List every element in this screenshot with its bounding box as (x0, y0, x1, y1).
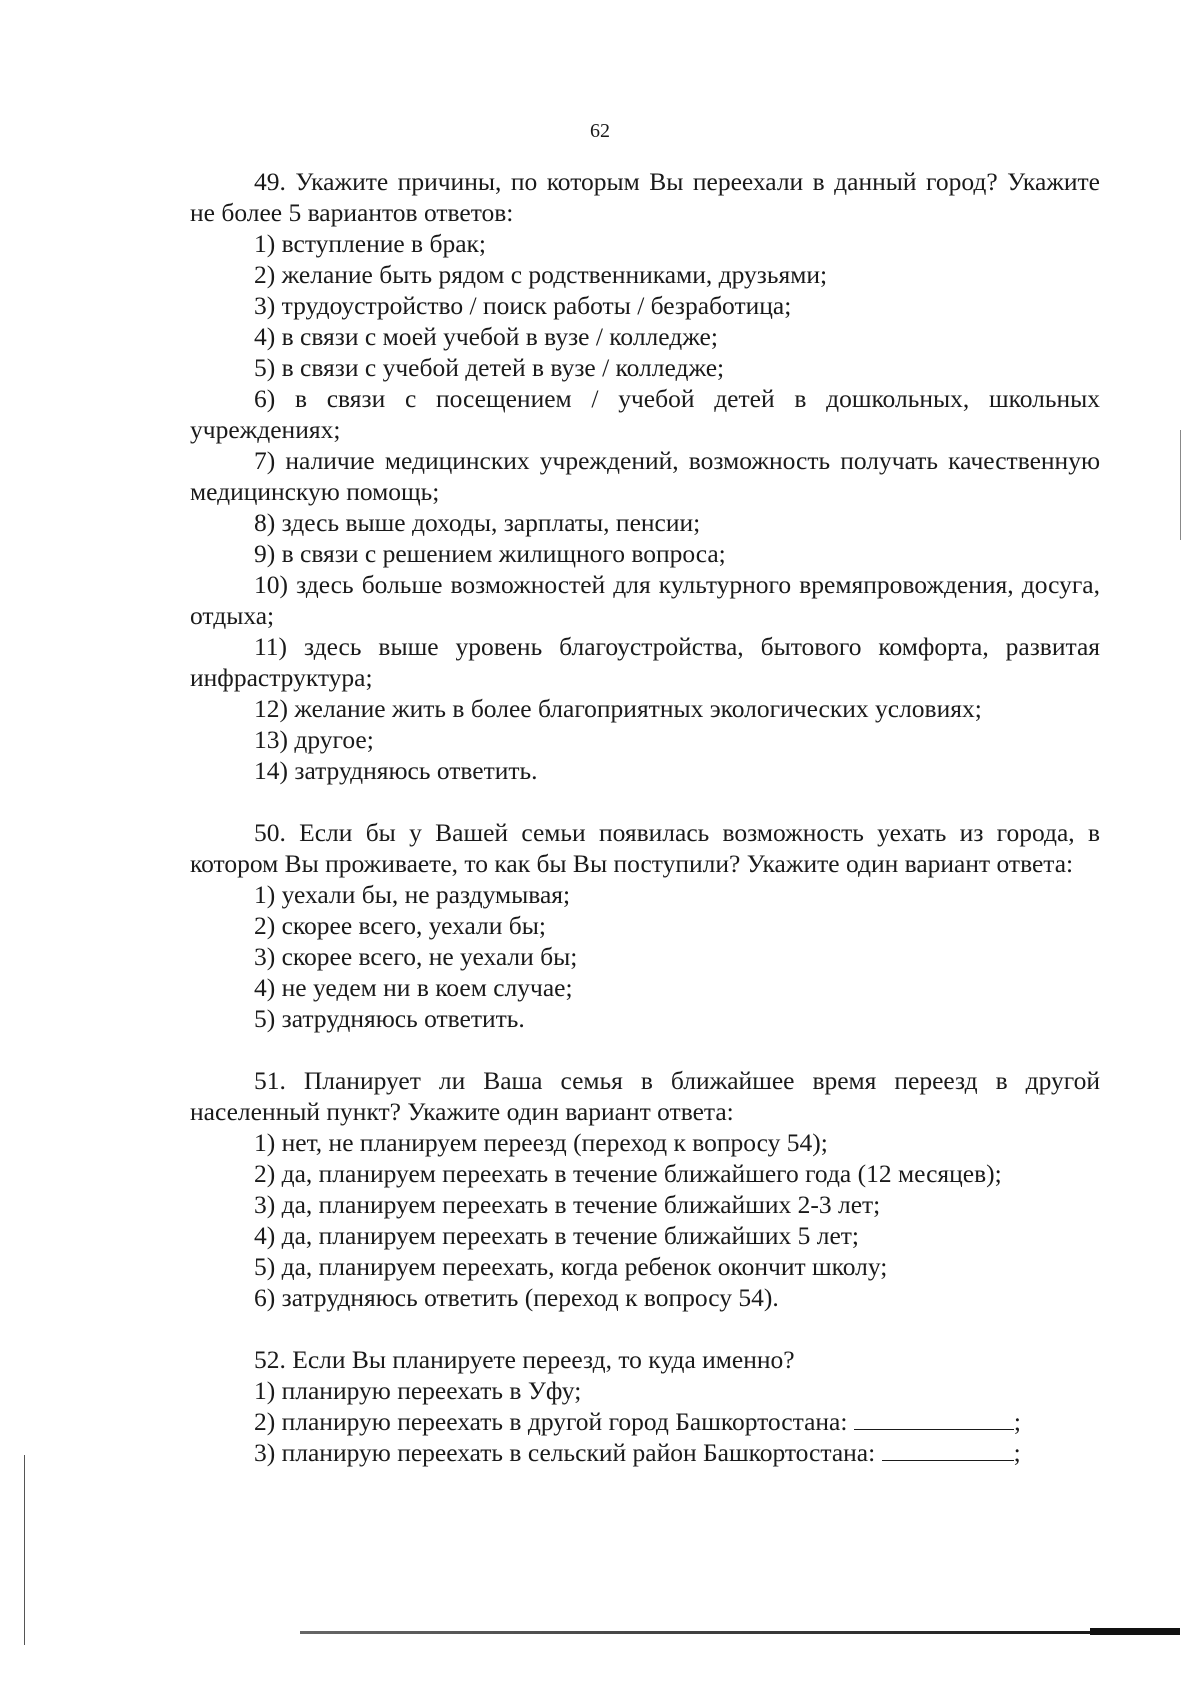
answer-option: 5) затрудняюсь ответить. (254, 1004, 525, 1033)
answer-option: 13) другое; (254, 725, 374, 754)
answer-option: 3) да, планируем переехать в течение ближайших 2-3 лет; (254, 1190, 881, 1219)
scan-edge-mark (24, 1455, 25, 1645)
answer-option: 12) желание жить в более благоприятных экологических условиях; (254, 694, 982, 723)
answer-option: 1) вступление в брак; (254, 229, 486, 258)
answer-option: 4) не уедем ни в коем случае; (254, 973, 573, 1002)
question-text: 49. Укажите причины, по которым Вы переехали в данный город? Укажите не более 5 вариантов ответов: (190, 167, 1100, 227)
answer-option: 8) здесь выше доходы, зарплаты, пенсии; (254, 508, 701, 537)
answer-option: 6) в связи с посещением / учебой детей в дошкольных, школьных учреждениях; (190, 384, 1100, 444)
answer-option: 3) скорее всего, не уехали бы; (254, 942, 578, 971)
answer-option: 2) скорее всего, уехали бы; (254, 911, 546, 940)
answer-option: 1) уехали бы, не раздумывая; (254, 880, 571, 909)
answer-option: 2) желание быть рядом с родственниками, друзьями; (254, 260, 828, 289)
question-text: 50. Если бы у Вашей семьи появилась возможность уехать из города, в котором Вы проживаете, то как бы Вы поступили? Укажите один вариант ответа: (190, 818, 1100, 878)
answer-option: 1) нет, не планируем переезд (переход к вопросу 54); (254, 1128, 828, 1157)
blank-line (854, 1407, 1014, 1430)
answer-option: 4) да, планируем переехать в течение ближайших 5 лет; (254, 1221, 860, 1250)
answer-option-label: 2) планирую переехать в другой город Башкортостана: (254, 1407, 848, 1436)
answer-option-with-blank (190, 1437, 1100, 1468)
blank-suffix: ; (1013, 1438, 1021, 1467)
question-50 (190, 817, 1100, 1034)
question-text: 52. Если Вы планируете переезд, то куда именно? (254, 1345, 795, 1374)
bottom-rule (300, 1631, 1180, 1634)
question-52 (190, 1344, 1100, 1468)
scan-edge-mark (1180, 430, 1181, 540)
question-49 (190, 166, 1100, 786)
questionnaire-body (190, 166, 1100, 1468)
answer-option: 2) да, планируем переехать в течение ближайшего года (12 месяцев); (254, 1159, 1002, 1188)
blank-suffix: ; (1013, 1407, 1021, 1436)
answer-option: 4) в связи с моей учебой в вузе / колледже; (254, 322, 718, 351)
blank-line (882, 1438, 1014, 1461)
answer-option-with-blank (190, 1406, 1100, 1437)
question-text: 51. Планирует ли Ваша семья в ближайшее время переезд в другой населенный пункт? Укажите один вариант ответа: (190, 1066, 1100, 1126)
page-number: 62 (590, 120, 610, 142)
spacer (190, 1313, 1100, 1344)
answer-option: 11) здесь выше уровень благоустройства, бытового комфорта, развитая инфраструктура; (190, 632, 1100, 692)
bottom-rule-end (1090, 1628, 1180, 1635)
spacer (190, 1034, 1100, 1065)
answer-option: 10) здесь больше возможностей для культурного времяпровождения, досуга, отдыха; (190, 570, 1100, 630)
answer-option: 6) затрудняюсь ответить (переход к вопросу 54). (254, 1283, 779, 1312)
answer-option: 5) да, планируем переехать, когда ребенок окончит школу; (254, 1252, 888, 1281)
answer-option: 1) планирую переехать в Уфу; (254, 1376, 582, 1405)
answer-option: 14) затрудняюсь ответить. (254, 756, 538, 785)
question-51 (190, 1065, 1100, 1313)
answer-option-label: 3) планирую переехать в сельский район Башкортостана: (254, 1438, 876, 1467)
answer-option: 3) трудоустройство / поиск работы / безработица; (254, 291, 792, 320)
answer-option: 9) в связи с решением жилищного вопроса; (254, 539, 726, 568)
answer-option: 5) в связи с учебой детей в вузе / колледже; (254, 353, 725, 382)
answer-option: 7) наличие медицинских учреждений, возможность получать качественную медицинскую помощь; (190, 446, 1100, 506)
spacer (190, 786, 1100, 817)
